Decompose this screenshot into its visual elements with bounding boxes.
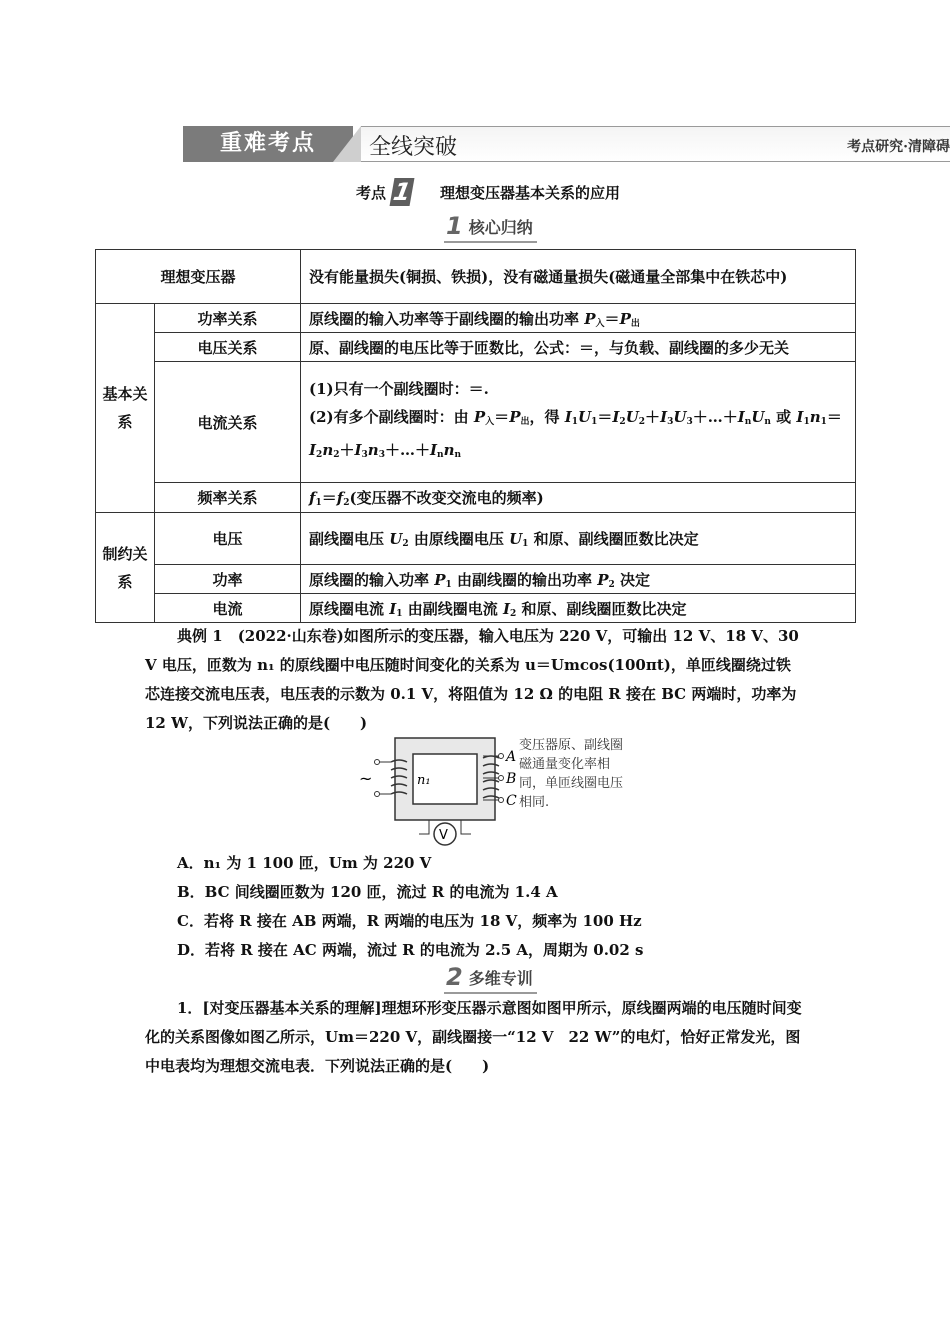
section-banner xyxy=(183,124,950,166)
banner-right xyxy=(361,126,950,162)
relations-table xyxy=(95,249,856,623)
section-number: 1 xyxy=(446,212,463,240)
label-c: C xyxy=(506,793,517,809)
transformer-diagram xyxy=(355,734,523,846)
row-text-power: 原线圈的输入功率等于副线圈的输出功率 $P_入=P_出$ xyxy=(301,304,856,333)
table-row xyxy=(96,362,856,483)
terminal-c xyxy=(499,798,504,803)
terminal xyxy=(375,760,380,765)
option-d: D．若将 R 接在 AC 两端，流过 R 的电流为 2.5 A，周期为 0.02 s xyxy=(177,941,644,959)
row-label-voltage: 电压关系 xyxy=(155,333,301,362)
current-line-3: $I_2n_2+I_3n_3+\dots+I_nn_n$ xyxy=(309,441,462,460)
row-label-current: 电流关系 xyxy=(155,362,301,483)
row-label-power: 功率关系 xyxy=(155,304,301,333)
ac-source-label: ~ xyxy=(359,769,373,788)
table-row xyxy=(96,483,856,513)
table-row xyxy=(96,594,856,623)
primary-turns-label: n₁ xyxy=(417,773,431,788)
group-basic-relations: 基本关系 xyxy=(96,304,155,513)
section-title-text: 核心归纳 xyxy=(468,217,533,237)
row-text-c-voltage: 副线圈电压 $U_2$ 由原线圈电压 $U_1$ 和原、副线圈匝数比决定 xyxy=(301,513,856,565)
terminal-a xyxy=(499,754,504,759)
current-line-2: (2)有多个副线圈时：由 $P_入=P_出$，得 $I_1U_1=I_2U_2+I_3U_3+\dots+I_nU_n$ 或 $I_1n_1=$ xyxy=(309,408,842,427)
label-b: B xyxy=(506,771,517,787)
table-row xyxy=(96,304,856,333)
current-line-1: (1)只有一个副线圈时：＝. xyxy=(309,380,489,398)
row-text-voltage: 原、副线圈的电压比等于匝数比，公式：＝，与负载、副线圈的多少无关 xyxy=(301,333,856,362)
topic-label: 考点 xyxy=(356,183,387,202)
option-c: C．若将 R 接在 AB 两端，R 两端的电压为 18 V，频率为 100 Hz xyxy=(177,912,642,930)
group-constraint-relations: 制约关系 xyxy=(96,513,155,623)
example-1 xyxy=(145,622,805,738)
label-a: A xyxy=(506,749,517,765)
row-label-c-current: 电流 xyxy=(155,594,301,623)
example-label: 典例 1 xyxy=(177,627,223,645)
row-text-current xyxy=(301,362,856,483)
table-row xyxy=(96,333,856,362)
banner-wedge xyxy=(333,126,361,162)
banner-right-subtitle: 考点研究·清障碍 xyxy=(847,139,950,155)
banner-right-title: 全线突破 xyxy=(369,135,458,160)
section-title-core xyxy=(444,212,537,243)
topic-heading xyxy=(356,178,620,206)
option-a: A．n₁ 为 1 100 匝，Um 为 220 V xyxy=(177,854,432,872)
row-text-c-current: 原线圈电流 $I_1$ 由副线圈电流 $I_2$ 和原、副线圈匝数比决定 xyxy=(301,594,856,623)
terminal xyxy=(375,792,380,797)
figure-note: 变压器原、副线圈磁通量变化率相同，单匝线圈电压相同. xyxy=(519,738,624,810)
table-header-right: 没有能量损失(铜损、铁损)，没有磁通量损失(磁通量全部集中在铁芯中) xyxy=(301,250,856,304)
section-title-training xyxy=(444,963,537,994)
section-title-text: 多维专训 xyxy=(468,968,533,988)
table-header-left: 理想变压器 xyxy=(96,250,301,304)
transformer-figure xyxy=(355,734,627,846)
question-1: 1．[对变压器基本关系的理解]理想环形变压器示意图如图甲所示，原线圈两端的电压随时间变化的关系图像如图乙所示，Um＝220 V，副线圈接一“12 V 22 W”的电灯，恰好正常发光，图中电表均为理想交流电表．下列说法正确的是( ) xyxy=(145,999,802,1075)
row-text-c-power: 原线圈的输入功率 $P_1$ 由副线圈的输出功率 $P_2$ 决定 xyxy=(301,565,856,594)
table-row xyxy=(96,565,856,594)
row-label-c-power: 功率 xyxy=(155,565,301,594)
topic-title: 理想变压器基本关系的应用 xyxy=(440,183,621,202)
option-b: B．BC 间线圈匝数为 120 匝，流过 R 的电流为 1.4 A xyxy=(177,883,558,901)
example-source: (2022·山东卷) xyxy=(237,627,344,645)
voltmeter-label: V xyxy=(439,828,448,843)
topic-number-badge: 1 xyxy=(391,178,413,206)
terminal-b xyxy=(499,776,504,781)
row-label-c-voltage: 电压 xyxy=(155,513,301,565)
example-text: 如图所示的变压器，输入电压为 220 V，可输出 12 V、18 V、30 V 电压，匝数为 n₁ 的原线圈中电压随时间变化的关系为 u＝Umcos(100πt)，单匝线圈绕过铁芯连接交流电压表，电压表的示数为 0.1 V，将阻值为 12 Ω 的电阻 R 接在 BC 两端时，功率为 12 W，下列说法正确的是( ) xyxy=(145,627,799,732)
table-row xyxy=(96,250,856,304)
row-text-frequency: $f_1=f_2$(变压器不改变交流电的频率) xyxy=(301,483,856,513)
row-label-frequency: 频率关系 xyxy=(155,483,301,513)
section-number: 2 xyxy=(446,963,463,991)
table-row xyxy=(96,513,856,565)
banner-left-title: 重难考点 xyxy=(183,126,353,162)
